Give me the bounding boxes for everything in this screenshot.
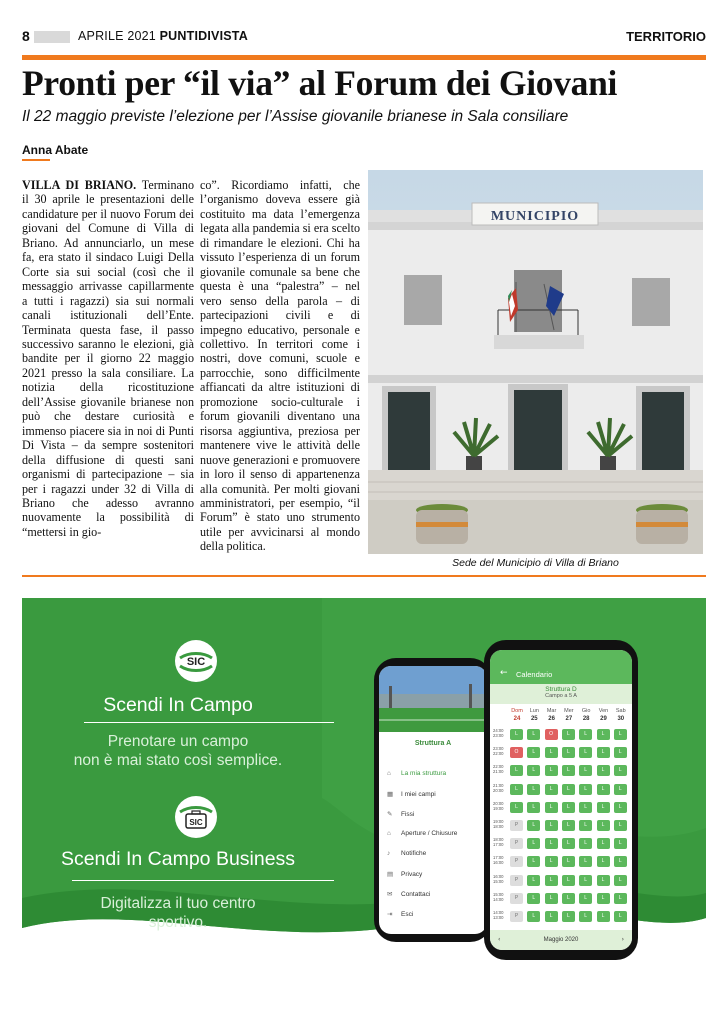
calendar-slot-cell[interactable]: P (510, 911, 523, 922)
calendar-slot-cell[interactable]: L (545, 784, 558, 795)
calendar-slot-cell[interactable]: L (562, 747, 575, 758)
calendar-slot-cell[interactable]: L (597, 747, 610, 758)
calendar-slot-cell[interactable]: L (510, 765, 523, 776)
calendar-time-slot: 18:00 17:00 (493, 837, 504, 848)
calendar-month: Maggio 2020 (543, 937, 579, 943)
calendar-slot-cell[interactable]: L (597, 875, 610, 886)
municipio-sign-text: MUNICIPIO (490, 209, 580, 224)
calendar-slot-cell[interactable]: P (510, 820, 523, 831)
ad-tagline-1-line1: Prenotare un campo (107, 733, 249, 750)
issue-month: APRILE 2021 (78, 29, 156, 43)
menu-item-i-miei-campi[interactable] (387, 790, 436, 798)
sic-business-logo-icon (175, 796, 217, 838)
calendar-slot-cell[interactable]: L (579, 747, 592, 758)
calendar-slot-cell[interactable]: L (614, 729, 627, 740)
calendar-slot-cell[interactable]: L (545, 820, 558, 831)
calendar-time-slot: 20:00 19:00 (493, 800, 504, 811)
phone-mockup-menu (374, 658, 492, 942)
ad-title-scendi-in-campo: Scendi In Campo (103, 694, 253, 716)
menu-item-privacy[interactable] (387, 870, 422, 878)
calendar-day-label: Sab (615, 708, 626, 714)
ad-divider-1 (84, 722, 334, 723)
calendar-slot-cell[interactable]: L (562, 838, 575, 849)
calendar-slot-cell[interactable]: L (579, 820, 592, 831)
article-subtitle: Il 22 maggio previste l’elezione per l’Assise giovanile brianese in Sala consiliare (22, 108, 569, 125)
calendar-slot-cell[interactable]: L (597, 729, 610, 740)
calendar-slot-cell[interactable]: L (527, 729, 540, 740)
calendar-slot-cell[interactable]: L (527, 875, 540, 886)
calendar-slot-cell[interactable]: L (579, 875, 592, 886)
calendar-field-name: Campo a 5 A (545, 693, 577, 699)
next-month-icon[interactable]: › (621, 936, 624, 943)
calendar-slot-cell[interactable]: L (579, 838, 592, 849)
sic-logo-icon (175, 640, 217, 682)
publication-name: PUNTIDIVISTA (159, 29, 248, 43)
calendar-slot-cell[interactable]: L (562, 784, 575, 795)
issue-line (78, 29, 248, 43)
calendar-slot-cell[interactable]: L (545, 765, 558, 776)
menu-item-fissi[interactable] (387, 810, 414, 818)
calendar-slot-cell[interactable]: L (579, 784, 592, 795)
document-icon: ▤ (387, 871, 394, 878)
calendar-title: Calendario (516, 670, 553, 679)
calendar-slot-cell[interactable]: L (527, 765, 540, 776)
calendar-slot-cell[interactable]: L (562, 729, 575, 740)
article-bottom-rule (22, 575, 706, 577)
phone-mockup-calendar (484, 640, 638, 960)
calendar-slot-cell[interactable]: L (614, 838, 627, 849)
calendar-slot-cell[interactable]: L (614, 856, 627, 867)
menu-label: I miei campi (401, 791, 436, 798)
calendar-slot-cell[interactable]: L (579, 856, 592, 867)
calendar-day-label: Lun (529, 708, 539, 714)
calendar-time-slot: 21:00 20:00 (493, 782, 504, 793)
calendar-slot-cell[interactable]: L (562, 820, 575, 831)
calendar-day-label: Mar (546, 708, 557, 714)
calendar-time-slot: 16:00 15:00 (493, 873, 504, 884)
calendar-slot-cell[interactable]: L (597, 856, 610, 867)
menu-label: Fissi (401, 811, 415, 818)
calendar-slot-cell[interactable]: L (527, 911, 540, 922)
calendar-slot-cell[interactable]: L (545, 856, 558, 867)
calendar-slot-cell[interactable]: L (579, 911, 592, 922)
calendar-slot-cell[interactable]: L (510, 729, 523, 740)
calendar-slot-cell[interactable]: L (614, 784, 627, 795)
ad-tagline-1-line2: non è mai stato così semplice. (73, 752, 283, 769)
calendar-time-slot: 14:00 13:00 (493, 910, 504, 920)
calendar-slot-cell[interactable]: L (545, 911, 558, 922)
calendar-slot-cell[interactable]: L (579, 729, 592, 740)
calendar-date[interactable]: 29 (600, 716, 607, 722)
calendar-slot-cell[interactable]: L (527, 784, 540, 795)
calendar-slot-cell[interactable]: O (545, 729, 558, 740)
prev-month-icon[interactable]: ‹ (498, 936, 501, 943)
calendar-slot-cell[interactable]: P (510, 838, 523, 849)
calendar-slot-cell[interactable]: L (510, 802, 523, 813)
calendar-time-slot: 19:00 18:00 (493, 819, 504, 829)
calendar-date[interactable]: 25 (530, 716, 538, 722)
calendar-date[interactable]: 24 (513, 716, 521, 722)
calendar-date[interactable]: 30 (617, 716, 625, 722)
calendar-slot-cell[interactable]: L (597, 802, 610, 813)
menu-label: Privacy (401, 871, 423, 878)
calendar-time-slot: 17:00 16:00 (493, 855, 504, 866)
page-header (22, 28, 706, 46)
calendar-slot-cell[interactable]: P (510, 893, 523, 904)
article-column-2: co”. Ricordiamo infatti, che l’organismo doveva essere già costituito ma data l’emergenza legata alla pandemia si era scelto di rimandare le elezioni. Chi ha vissuto l’esperienza di un forum giovanile comunale sa bene che questa è una “palestra” – nel vero senso della parola – di partecipazioni civili e di impegno educativo, personale e collettivo. In territori come i nostri, dove comuni, scuole e parrocchie, sono difficilmente affiancati da altre istituzioni di promozione socio-culturale i forum giovanili diventano una risorsa aggiuntiva, preziosa per mantenere vive le attività delle nuove generazioni e promuovere in loro il senso di appartenenza alla comunità. Per molti giovani amministratori, per esempio, “il Forum” è stato uno strumento utile per avvicinarsi al mondo della politica. (200, 178, 360, 554)
calendar-slot-cell[interactable]: L (527, 820, 540, 831)
calendar-slot-cell[interactable]: L (597, 893, 610, 904)
municipio-photo (368, 170, 703, 554)
ad-tagline-2-line2: sportivo. (148, 914, 208, 931)
pin-icon: ✎ (387, 811, 393, 818)
calendar-slot-cell[interactable]: L (562, 875, 575, 886)
calendar-slot-cell[interactable]: L (614, 765, 627, 776)
calendar-slot-cell[interactable]: L (562, 893, 575, 904)
menu-item-contattaci[interactable] (387, 890, 430, 898)
ad-tagline-2-line1: Digitalizza il tuo centro (100, 895, 256, 912)
calendar-slot-cell[interactable]: L (579, 802, 592, 813)
article-author: Anna Abate (22, 143, 89, 157)
menu-label: Aperture / Chiusure (401, 830, 458, 837)
calendar-slot-cell[interactable]: L (545, 838, 558, 849)
stadium-photo (379, 666, 487, 732)
calendar-slot-cell[interactable]: O (510, 747, 523, 758)
grid-icon: ▦ (387, 791, 394, 798)
logout-icon: ⇥ (387, 911, 393, 918)
article-headline: Pronti per “il via” al Forum dei Giovani (22, 63, 618, 103)
calendar-slot-cell[interactable]: L (562, 765, 575, 776)
calendar-time-slot: 15:00 14:00 (493, 891, 504, 902)
calendar-slot-cell[interactable]: L (614, 875, 627, 886)
mail-icon: ✉ (387, 891, 393, 898)
svg-text:SIC: SIC (189, 818, 203, 827)
ad-divider-2 (72, 880, 334, 881)
home-icon: ⌂ (387, 770, 391, 777)
phone2-screen (490, 650, 632, 950)
calendar-slot-cell[interactable]: L (579, 765, 592, 776)
calendar-slot-cell[interactable]: L (614, 911, 627, 922)
calendar-struct-name: Struttura D (545, 686, 577, 693)
section-name: TERRITORIO (626, 29, 706, 44)
calendar-footer (490, 930, 632, 950)
calendar-slot-cell[interactable]: L (614, 820, 627, 831)
bell-icon: ♪ (387, 850, 391, 857)
calendar-slot-cell[interactable]: L (614, 747, 627, 758)
ad-tagline-2 (22, 894, 334, 932)
calendar-slot-cell[interactable]: L (614, 802, 627, 813)
calendar-date[interactable]: 27 (565, 716, 573, 722)
calendar-slot-cell[interactable]: L (527, 838, 540, 849)
calendar-slot-cell[interactable]: L (614, 893, 627, 904)
store-icon: ⌂ (387, 830, 391, 837)
ad-title-scendi-in-campo-business: Scendi In Campo Business (60, 848, 296, 870)
menu-item-aperture-chiusure[interactable] (387, 830, 457, 837)
calendar-struct-bar (490, 684, 632, 704)
calendar-slot-cell[interactable]: L (527, 893, 540, 904)
article-dateline: VILLA DI BRIANO. (22, 178, 137, 192)
page-number: 8 (22, 28, 30, 44)
calendar-day-label: Gio (581, 708, 591, 714)
ad-tagline-1 (22, 732, 334, 770)
calendar-time-slot: 24:00 23:00 (493, 728, 504, 738)
calendar-date[interactable]: 26 (548, 716, 555, 722)
calendar-time-slot: 22:00 21:00 (493, 764, 504, 775)
author-rule (22, 159, 50, 161)
calendar-date[interactable]: 28 (582, 716, 590, 722)
menu-label: Notifiche (401, 850, 427, 857)
menu-label: Contattaci (401, 891, 431, 898)
calendar-slot-cell[interactable]: L (545, 893, 558, 904)
calendar-day-label: Ven (598, 708, 609, 714)
calendar-slot-cell[interactable]: L (597, 784, 610, 795)
menu-label: La mia struttura (401, 770, 447, 777)
calendar-slot-cell[interactable]: L (562, 856, 575, 867)
calendar-slot-cell[interactable]: P (510, 875, 523, 886)
photo-caption: Sede del Municipio di Villa di Briano (452, 557, 619, 569)
calendar-slot-cell[interactable]: L (597, 765, 610, 776)
calendar-slot-cell[interactable]: L (562, 802, 575, 813)
header-rule (22, 55, 706, 60)
calendar-header (490, 650, 632, 684)
page-number-bar (34, 31, 70, 43)
calendar-slot-cell[interactable]: L (597, 911, 610, 922)
menu-label: Esci (401, 911, 414, 918)
calendar-time-slot: 23:00 22:00 (493, 746, 504, 757)
calendar-slot-cell[interactable]: L (510, 784, 523, 795)
article-column-1 (22, 178, 194, 539)
calendar-slot-cell[interactable]: L (527, 802, 540, 813)
phone1-screen (379, 666, 487, 934)
calendar-slot-cell[interactable]: L (597, 820, 610, 831)
back-arrow-icon[interactable]: ← (500, 668, 508, 678)
calendar-day-label: Mer (564, 708, 574, 714)
calendar-slot-cell[interactable]: L (597, 838, 610, 849)
calendar-slot-cell[interactable]: P (510, 856, 523, 867)
menu-item-esci[interactable] (387, 910, 413, 918)
calendar-slot-cell[interactable]: L (545, 875, 558, 886)
menu-item-la-mia-struttura[interactable] (387, 770, 446, 777)
menu-item-notifiche[interactable] (387, 850, 426, 857)
calendar-slot-cell[interactable]: L (527, 747, 540, 758)
calendar-slot-cell[interactable]: L (545, 802, 558, 813)
calendar-day-label: Dom (511, 708, 523, 714)
advertisement (22, 598, 706, 984)
svg-text:SIC: SIC (186, 656, 206, 668)
calendar-slot-cell[interactable]: L (527, 856, 540, 867)
calendar-slot-cell[interactable]: L (562, 911, 575, 922)
article-column-1-text: Terminano il 30 aprile le presentazioni delle candidature per il nuovo Forum dei giovani del Comune di Villa di Briano. Ad annunciarlo, un mese fa, era stato il sindaco Luigi Della Corte sia sui social (così che il messaggio arrivasse capillarmente a tutti i ragazzi) sia sui normali canali istituzionali dell’Ente. Terminata questa fase, il passo successivo saranno le elezioni, già bandite per il giorno 22 maggio 2021 presso la sala consiliare. La notizia della ricostituzione dell’Assise giovanile brianese non può che destare curiosità e immenso piacere sia in noi di Punti Di Vista – da sempre sostenitori della diffusione di questi sani organismi di partecipazione – sia per i ragazzi under 32 di Villa di Briano che adesso avranno nuovamente la possibilità di “mettersi in gio- (22, 178, 194, 539)
calendar-slot-cell[interactable]: L (545, 747, 558, 758)
phone1-struct-title: Struttura A (414, 740, 452, 747)
calendar-slot-cell[interactable]: L (579, 893, 592, 904)
